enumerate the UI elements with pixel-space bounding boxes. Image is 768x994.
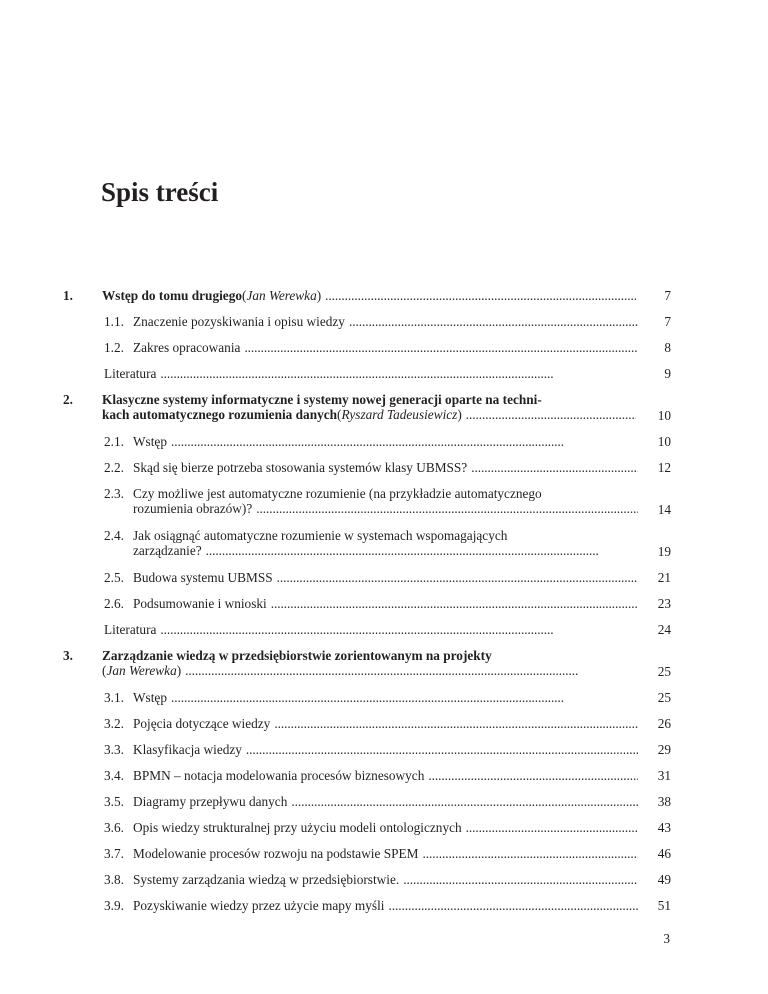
section-number: 3.6. (104, 820, 124, 835)
entry-title (104, 486, 641, 516)
page-number: 26 (657, 716, 671, 731)
dot-leader (206, 543, 638, 558)
dot-leader (466, 820, 638, 835)
paren: ( (242, 288, 247, 303)
entry-line (104, 898, 641, 913)
entry-line (104, 596, 641, 611)
page-number: 51 (657, 898, 671, 913)
dot-leader (349, 314, 638, 329)
dot-leader (291, 794, 638, 809)
entry-title (104, 340, 641, 355)
entry-title (104, 872, 641, 887)
entry-line (104, 846, 641, 861)
page-number-footer: 3 (663, 931, 670, 946)
section-title-text: Czy możliwe jest automatyczne rozumienie (na przykładzie automatycznego (133, 486, 542, 501)
entry-line (102, 648, 639, 663)
entry-line (104, 742, 641, 757)
section-title-text: BPMN – notacja modelowania procesów biznesowych (133, 768, 425, 783)
paren: ( (337, 407, 342, 422)
paren: ) (316, 288, 322, 303)
section-title-text: Modelowanie procesów rozwoju na podstawie SPEM (133, 846, 419, 861)
dot-leader (428, 768, 638, 783)
entry-title (104, 846, 641, 861)
section-number: 2.6. (104, 596, 124, 611)
section-title-text: Podsumowanie i wnioski (133, 596, 267, 611)
section-title-text: Wstęp (133, 434, 167, 449)
entry-line (104, 460, 641, 475)
entry-title (104, 314, 641, 329)
entry-line (104, 543, 641, 558)
page-number: 10 (657, 408, 671, 423)
paren: ) (176, 663, 182, 678)
page-number: 7 (664, 288, 671, 303)
dot-leader (325, 288, 636, 303)
section-number: 2.1. (104, 434, 124, 449)
author-name: Ryszard Tadeusiewicz (341, 407, 458, 422)
entry-line (104, 434, 641, 449)
page-number: 31 (657, 768, 671, 783)
section-number: 2.4. (104, 528, 124, 543)
entry-title (104, 460, 641, 475)
entry-line (102, 663, 639, 678)
section-number: 2.2. (104, 460, 124, 475)
dot-leader (422, 846, 638, 861)
page-number: 12 (657, 460, 671, 475)
dot-leader (185, 663, 636, 678)
section-number: 3.3. (104, 742, 124, 757)
entry-line (104, 716, 641, 731)
dot-leader (471, 460, 638, 475)
page-number: 10 (657, 434, 671, 449)
entry-title (104, 820, 641, 835)
entry-line (104, 794, 641, 809)
section-title-text: Jak osiągnąć automatyczne rozumienie w systemach wspomagających (133, 528, 508, 543)
entry-line (104, 690, 641, 705)
entry-title (104, 570, 641, 585)
section-title-text: Literatura (104, 622, 157, 637)
entry-line (104, 570, 641, 585)
page-number: 25 (657, 690, 671, 705)
page-number: 7 (664, 314, 671, 329)
section-title-text: Skąd się bierze potrzeba stosowania systemów klasy UBMSS? (133, 460, 468, 475)
dot-leader (403, 872, 638, 887)
page-number: 8 (664, 340, 671, 355)
dot-leader (274, 716, 638, 731)
entry-title (104, 716, 641, 731)
section-title-text: Literatura (104, 366, 157, 381)
entry-line (104, 528, 641, 543)
section-title-text: Zakres opracowania (133, 340, 241, 355)
entry-line (102, 392, 639, 407)
entry-line (104, 486, 641, 501)
paren: ) (457, 407, 462, 422)
section-title-text: Systemy zarządzania wiedzą w przedsiębiorstwie. (133, 872, 400, 887)
chapter-number: 3. (63, 648, 73, 663)
entry-line (104, 622, 641, 637)
section-title-text: Pozyskiwanie wiedzy przez użycie mapy myśli (133, 898, 385, 913)
section-number: 3.1. (104, 690, 124, 705)
section-title-text: Znaczenie pozyskiwania i opisu wiedzy (133, 314, 345, 329)
section-number: 3.8. (104, 872, 124, 887)
author-name: Jan Werewka (246, 288, 317, 303)
section-title-text: Pojęcia dotyczące wiedzy (133, 716, 271, 731)
entry-title (104, 528, 641, 558)
page-number: 43 (657, 820, 671, 835)
entry-title (104, 596, 641, 611)
section-number: 3.9. (104, 898, 124, 913)
section-title-text: rozumienia obrazów)? (133, 501, 253, 516)
dot-leader (244, 340, 638, 355)
dot-leader (388, 898, 638, 913)
page-number: 49 (657, 872, 671, 887)
entry-line (104, 820, 641, 835)
entry-line (102, 407, 639, 422)
dot-leader (246, 742, 638, 757)
chapter-number: 2. (63, 392, 73, 407)
entry-line (104, 872, 641, 887)
section-title-text: Klasyfikacja wiedzy (133, 742, 242, 757)
section-title-text: Wstęp (133, 690, 167, 705)
entry-title (102, 648, 639, 678)
dot-leader (466, 407, 636, 422)
entry-title (104, 366, 641, 381)
section-number: 3.2. (104, 716, 124, 731)
section-title-text: zarządzanie? (133, 543, 202, 558)
chapter-number: 1. (63, 288, 73, 303)
paren: ( (102, 663, 107, 678)
entry-line (104, 366, 641, 381)
dot-leader (160, 366, 638, 381)
section-number: 2.3. (104, 486, 124, 501)
chapter-title-text: Klasyczne systemy informatyczne i systemy nowej generacji oparte na techni- (102, 392, 542, 407)
entry-title (104, 742, 641, 757)
dot-leader (171, 690, 638, 705)
entry-title (102, 288, 639, 303)
dot-leader (171, 434, 638, 449)
entry-title (104, 622, 641, 637)
section-title-text: Budowa systemu UBMSS (133, 570, 273, 585)
page-number: 25 (657, 664, 671, 679)
page-number: 38 (657, 794, 671, 809)
author-name: Jan Werewka (106, 663, 177, 678)
dot-leader (160, 622, 638, 637)
section-number: 3.5. (104, 794, 124, 809)
entry-title (104, 434, 641, 449)
section-number: 2.5. (104, 570, 124, 585)
section-number: 3.7. (104, 846, 124, 861)
chapter-title-text: Zarządzanie wiedzą w przedsiębiorstwie zorientowanym na projekty (102, 648, 492, 663)
section-title-text: Opis wiedzy strukturalnej przy użyciu modeli ontologicznych (133, 820, 462, 835)
section-number: 1.2. (104, 340, 124, 355)
page-number: 23 (657, 596, 671, 611)
entry-line (104, 768, 641, 783)
dot-leader (277, 570, 638, 585)
page-number: 46 (657, 846, 671, 861)
page-title: Spis treści (101, 177, 219, 207)
dot-leader (271, 596, 638, 611)
entry-title (104, 898, 641, 913)
chapter-title-text: Wstęp do tomu drugiego (102, 288, 242, 303)
page-number: 19 (657, 544, 671, 559)
section-title-text: Diagramy przepływu danych (133, 794, 288, 809)
dot-leader (256, 501, 638, 516)
chapter-title-text: kach automatycznego rozumienia danych (102, 407, 338, 422)
page-number: 14 (657, 502, 671, 517)
page-number: 29 (657, 742, 671, 757)
section-number: 3.4. (104, 768, 124, 783)
section-number: 1.1. (104, 314, 124, 329)
entry-line (104, 501, 641, 516)
entry-line (104, 314, 641, 329)
page-number: 24 (657, 622, 671, 637)
entry-line (102, 288, 639, 303)
entry-title (104, 794, 641, 809)
entry-line (104, 340, 641, 355)
page-number: 21 (657, 570, 671, 585)
entry-title (104, 690, 641, 705)
page-number: 9 (664, 366, 671, 381)
entry-title (104, 768, 641, 783)
entry-title (102, 392, 639, 422)
